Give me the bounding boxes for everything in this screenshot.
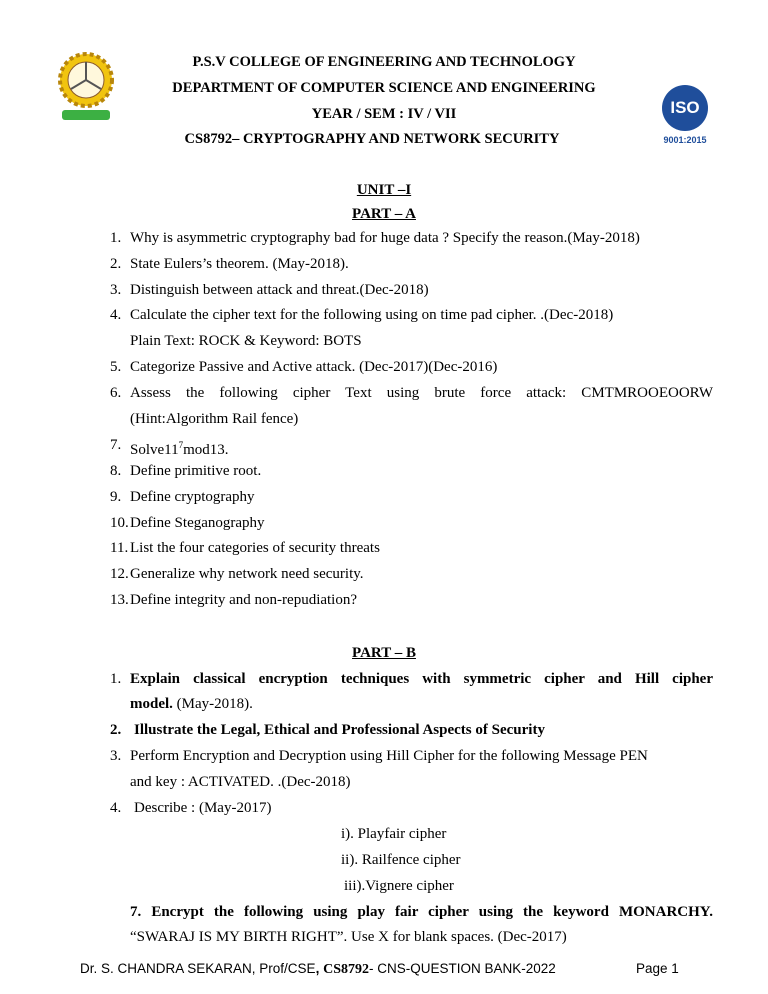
question: Distinguish between attack and threat.(Dec-2018) (130, 282, 429, 298)
question-continued (130, 695, 253, 713)
item-number: 1. (110, 230, 122, 246)
question: List the four categories of security threats (130, 540, 380, 556)
item-number: 7. (110, 437, 122, 453)
question-continued: Plain Text: ROCK & Keyword: BOTS (130, 333, 362, 349)
page-number: Page 1 (636, 961, 679, 976)
item-number: 2. (110, 256, 122, 272)
question: Define integrity and non-repudiation? (130, 592, 358, 608)
item-number: 6. (110, 385, 122, 401)
department-name: DEPARTMENT OF COMPUTER SCIENCE AND ENGINEERING (172, 80, 596, 96)
item-number: 10. (110, 515, 129, 531)
sub-item: ii). Railfence cipher (341, 852, 461, 868)
unit-heading: UNIT –I (356, 182, 412, 198)
question: Illustrate the Legal, Ethical and Professional Aspects of Security (134, 722, 545, 738)
footer-text (80, 960, 556, 979)
question (130, 903, 713, 921)
part-b-heading: PART – B (352, 645, 416, 661)
question: Perform Encryption and Decryption using Hill Cipher for the following Message PEN (130, 748, 648, 764)
question: Define cryptography (130, 489, 255, 505)
question-text: Solve11 (130, 442, 179, 458)
sub-item: iii).Vignere cipher (344, 878, 454, 894)
footer-rest: - CNS-QUESTION BANK-2022 (368, 961, 556, 976)
question: State Eulers’s theorem. (May-2018). (130, 256, 349, 272)
item-number: 12. (110, 566, 129, 582)
question (130, 436, 229, 459)
part-a-heading: PART – A (352, 206, 416, 222)
question: Categorize Passive and Active attack. (Dec-2017)(Dec-2016) (130, 359, 498, 375)
course-title: CS8792– CRYPTOGRAPHY AND NETWORK SECURITY (184, 131, 560, 147)
footer-sep: , (315, 961, 324, 976)
year-sem: YEAR / SEM : IV / VII (311, 106, 457, 122)
item-number: 5. (110, 359, 122, 375)
question: Generalize why network need security. (130, 566, 364, 582)
item-number: 9. (110, 489, 122, 505)
question-continued: and key : ACTIVATED. .(Dec-2018) (130, 774, 351, 790)
question-text: model. (130, 696, 173, 712)
question: Describe : (May-2017) (134, 800, 272, 816)
footer-author: Dr. S. CHANDRA SEKARAN, Prof/CSE (80, 961, 316, 976)
iso-badge: ISO (662, 85, 708, 131)
question-continued: “SWARAJ IS MY BIRTH RIGHT”. Use X for blank spaces. (Dec-2017) (130, 929, 567, 945)
item-number: 4. (110, 307, 122, 323)
question: Explain classical encryption techniques with symmetric cipher and Hill cipher (130, 671, 713, 687)
question: Why is asymmetric cryptography bad for huge data ? Specify the reason.(May-2018) (130, 230, 640, 246)
item-number: 4. (110, 800, 122, 816)
item-number: 1. (110, 671, 122, 687)
iso-cert: 9001:2015 (663, 135, 707, 145)
item-number: 13. (110, 592, 129, 608)
item-number: 8. (110, 463, 122, 479)
question-text: Encrypt the following using play fair cipher using the keyword MONARCHY. (151, 904, 714, 920)
college-name: P.S.V COLLEGE OF ENGINEERING AND TECHNOLOGY (192, 54, 576, 70)
exponent: 7 (178, 440, 184, 450)
question-continued: (Hint:Algorithm Rail fence) (130, 411, 299, 427)
item-number: 11. (110, 540, 129, 556)
question: Define Steganography (130, 515, 265, 531)
footer-code: CS8792 (323, 962, 369, 977)
question-text: mod13. (183, 442, 229, 458)
item-number: 2. (110, 722, 122, 738)
item-number: 3. (110, 748, 122, 764)
sub-item: i). Playfair cipher (341, 826, 447, 842)
item-number: 3. (110, 282, 122, 298)
question-text: (May-2018). (172, 696, 253, 712)
item-number: 7. (130, 904, 142, 920)
question: Calculate the cipher text for the following using on time pad cipher. .(Dec-2018) (130, 307, 614, 323)
question: Assess the following cipher Text using brute force attack: CMTMROOEOORW (130, 385, 713, 401)
question: Define primitive root. (130, 463, 262, 479)
